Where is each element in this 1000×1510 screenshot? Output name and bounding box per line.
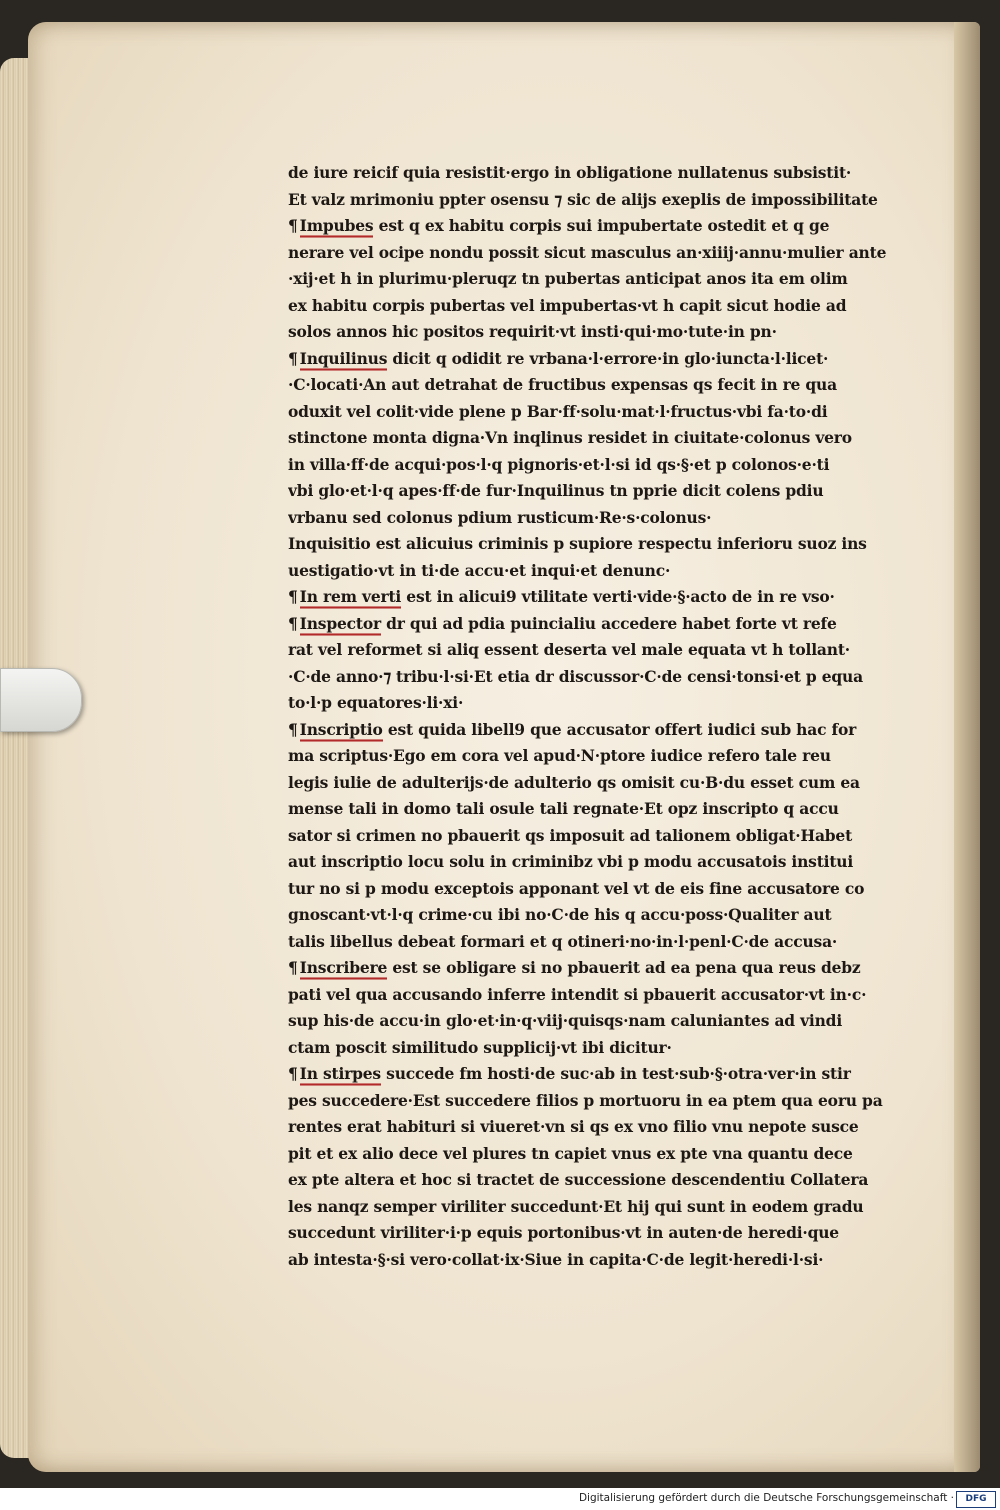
page-text-block xyxy=(288,160,894,1273)
pilcrow-icon: ¶ xyxy=(288,1063,298,1084)
text-line: rentes erat habituri si viueret·vn si qs ex vno filio vnu nepote susce xyxy=(288,1116,859,1137)
pilcrow-icon: ¶ xyxy=(288,347,298,368)
text-line: stinctone monta digna·Vn inqlinus residet in ciuitate·colonus vero xyxy=(288,427,852,448)
text-line: ctam poscit similitudo supplicij·vt ibi dicitur· xyxy=(288,1036,672,1057)
page-gutter xyxy=(954,22,980,1472)
text-line: rat vel reformet si aliq essent deserta vel male equata vt h tollant· xyxy=(288,639,850,660)
text-line: vrbanu sed colonus pdium rusticum·Re·s·colonus· xyxy=(288,506,712,527)
text-line: oduxit vel colit·vide plene p Bar·ff·solu·mat·l·fructus·vbi fa·to·di xyxy=(288,400,828,421)
text-line: talis libellus debeat formari et q otineri·no·in·l·penl·C·de accusa· xyxy=(288,930,838,951)
text-line: legis iulie de adulterijs·de adulterio qs omisit cu·B·du esset cum ea xyxy=(288,771,860,792)
rubric-inspector: Inspector xyxy=(300,613,381,635)
text-line: nerare vel ocipe nondu possit sicut masculus an·xiiij·annu·mulier ante xyxy=(288,241,887,262)
pilcrow-icon: ¶ xyxy=(288,718,298,739)
text-line-rubric: ¶ Inscriptio est quida libell9 que accusator offert iudici sub hac for xyxy=(288,716,894,744)
digitization-credit: Digitalisierung gefördert durch die Deutsche Forschungsgemeinschaft · xyxy=(578,1492,954,1504)
text-line-rubric: ¶ In rem verti est in alicui9 vtilitate verti·vide·§·acto de in re vso· xyxy=(288,583,894,611)
text-line-rubric: ¶ Impubes est q ex habitu corpis sui impubertate ostedit et q ge xyxy=(288,212,894,240)
text-line: mense tali in domo tali osule tali regnate·Et opz inscripto q accu xyxy=(288,798,839,819)
text-line: Et valz mrimoniu ppter osensu ⁊ sic de alijs exeplis de impossibilitate xyxy=(288,188,878,209)
text-line: pes succedere·Est succedere filios p mortuoru in ea ptem qua eoru pa xyxy=(288,1089,883,1110)
text-line: pit et ex alio dece vel plures tn capiet vnus ex pte vna quantu dece xyxy=(288,1142,853,1163)
rubric-impubes: Impubes xyxy=(300,215,374,237)
text-line: solos annos hic positos requirit·vt insti·qui·mo·tute·in pn· xyxy=(288,321,777,342)
rubric-inscriptio: Inscriptio xyxy=(300,719,383,741)
text-line: ab intesta·§·si vero·collat·ix·Siue in capita·C·de legit·heredi·l·si· xyxy=(288,1248,824,1269)
text-line: in villa·ff·de acqui·pos·l·q pignoris·et·l·si id qs·§·et p colonos·e·ti xyxy=(288,453,830,474)
text-line: tur no si p modu exceptois apponant vel vt de eis fine accusatore co xyxy=(288,877,865,898)
pilcrow-icon: ¶ xyxy=(288,612,298,633)
pilcrow-icon: ¶ xyxy=(288,215,298,236)
text-line: uestigatio·vt in ti·de accu·et inqui·et denunc· xyxy=(288,559,671,580)
text-line: sator si crimen no pbauerit qs imposuit ad talionem obligat·Habet xyxy=(288,824,853,845)
text-line-rubric: ¶ In stirpes succede fm hosti·de suc·ab in test·sub·§·otra·ver·in stir xyxy=(288,1060,894,1088)
text-line: ma scriptus·Ego em cora vel apud·N·ptore iudice refero tale reu xyxy=(288,745,831,766)
text-line: succedunt viriliter·i·p equis portonibus·vt in auten·de heredi·que xyxy=(288,1222,839,1243)
pilcrow-icon: ¶ xyxy=(288,957,298,978)
bookmark-strip xyxy=(0,668,82,732)
text-line: ex habitu corpis pubertas vel impubertas·vt h capit sicut hodie ad xyxy=(288,294,847,315)
footer-bar xyxy=(0,1488,1000,1510)
pilcrow-icon: ¶ xyxy=(288,586,298,607)
text-line: Inquisitio est alicuius criminis p supiore respectu inferioru suoz ins xyxy=(288,533,867,554)
text-line-rubric: ¶ Inscribere est se obligare si no pbauerit ad ea pena qua reus debz xyxy=(288,954,894,982)
rubric-inquilinus: Inquilinus xyxy=(300,348,388,370)
rubric-in-stirpes: In stirpes xyxy=(300,1063,381,1085)
text-line: aut inscriptio locu solu in criminibz vbi p modu accusatois institui xyxy=(288,851,854,872)
dfg-logo: DFG xyxy=(956,1491,996,1508)
text-line: ex pte altera et hoc si tractet de successione descendentiu Collatera xyxy=(288,1169,869,1190)
text-line: to·l·p equatores·li·xi· xyxy=(288,692,464,713)
text-line: de iure reicif quia resistit·ergo in obligatione nullatenus subsistit· xyxy=(288,162,852,183)
text-line: ·C·locati·An aut detrahat de fructibus expensas qs fecit in re qua xyxy=(288,374,837,395)
text-line-rubric: ¶ Inquilinus dicit q odidit re vrbana·l·errore·in glo·iuncta·l·licet· xyxy=(288,345,894,373)
rubric-inscribere: Inscribere xyxy=(300,957,387,979)
text-line-rubric: ¶ Inspector dr qui ad pdia puincialiu accedere habet forte vt refe xyxy=(288,610,894,638)
text-line: les nanqz semper viriliter succedunt·Et hij qui sunt in eodem gradu xyxy=(288,1195,864,1216)
text-line: vbi glo·et·l·q apes·ff·de fur·Inquilinus tn pprie dicit colens pdiu xyxy=(288,480,824,501)
rubric-in-rem-verti: In rem verti xyxy=(300,586,401,608)
text-line: gnoscant·vt·l·q crime·cu ibi no·C·de his q accu·poss·Qualiter aut xyxy=(288,904,832,925)
text-line: sup his·de accu·in glo·et·in·q·viij·quisqs·nam caluniantes ad vindi xyxy=(288,1010,843,1031)
text-line: ·xij·et h in plurimu·pleruqz tn pubertas anticipat anos ita em olim xyxy=(288,268,848,289)
text-line: pati vel qua accusando inferre intendit si pbauerit accusator·vt in·c· xyxy=(288,983,867,1004)
text-line: ·C·de anno·⁊ tribu·l·si·Et etia dr discussor·C·de censi·tonsi·et p equa xyxy=(288,665,863,686)
